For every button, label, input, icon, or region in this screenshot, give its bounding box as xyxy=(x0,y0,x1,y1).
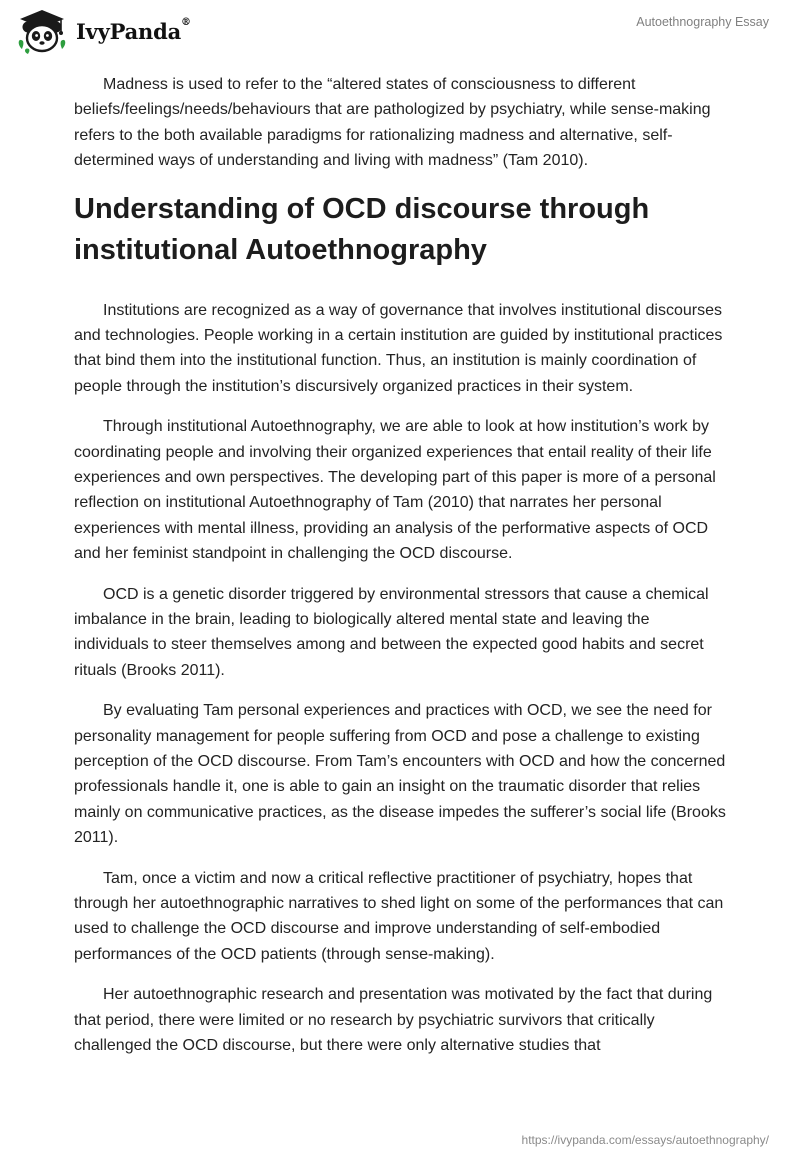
intro-paragraph: Madness is used to refer to the “altered states of consciousness to different beliefs/feelings/needs/behaviours that are pathologized by psychiatry, while sense-making refers to the both available paradigms for rationalizing madness and alternative, self-determined ways of understanding and living with madness” (Tam 2010). xyxy=(74,76,711,169)
source-url-link[interactable]: https://ivypanda.com/essays/autoethnography/ xyxy=(521,1133,769,1147)
body-paragraph-2: Through institutional Autoethnography, we are able to look at how institution’s work by coordinating people and involving their organized experiences that entail reality of their life experiences and own perspectives. The developing part of this paper is more of a personal reflection on institutional Autoethnography of Tam (2010) that narrates her personal experiences with mental illness, providing an analysis of the performative aspects of OCD and her feminist standpoint in challenging the OCD discourse. xyxy=(74,418,716,562)
body-paragraph-5: Tam, once a victim and now a critical reflective practitioner of psychiatry, hopes that through her autoethnographic narratives to shed light on some of the performances that can used to challenge the OCD discourse and improve understanding of self-embodied performances of the OCD patients (through sense-making). xyxy=(74,869,724,963)
body-paragraph-1: Institutions are recognized as a way of governance that involves institutional discourses and technologies. People working in a certain institution are guided by institutional practices that bind them into the institutional function. Thus, an institution is mainly coordination of people through the institution’s discursively organized practices in their system. xyxy=(74,301,723,395)
body-paragraph-3: OCD is a genetic disorder triggered by environmental stressors that cause a chemical imbalance in the brain, leading to biologically altered mental state and leaving the individuals to steer themselves among and between the expected good habits and secret rituals (Brooks 2011). xyxy=(74,585,709,679)
page-header xyxy=(0,0,800,60)
brand-name: IvyPanda® xyxy=(76,16,191,44)
panda-graduate-logo-icon xyxy=(14,7,70,55)
body-paragraph-6: Her autoethnographic research and presentation was motivated by the fact that during that period, there were limited or no research by psychiatric survivors that critically challenged the OCD discourse, but there were only alternative studies that xyxy=(74,986,713,1054)
document-title: Autoethnography Essay xyxy=(636,15,769,29)
body-paragraph-4: By evaluating Tam personal experiences and practices with OCD, we see the need for personality management for people suffering from OCD and pose a challenge to existing perception of the OCD discourse. From Tam’s encounters with OCD and how the concerned professionals handle it, one is able to gain an insight on the traumatic disorder that relies mainly on communicative practices, as the disease impedes the sufferer’s social life (Brooks 2011). xyxy=(74,702,726,846)
section-heading: Understanding of OCD discourse through institutional Autoethnography xyxy=(74,192,650,266)
essay-body xyxy=(74,72,728,1074)
brand-logo[interactable] xyxy=(14,7,191,55)
